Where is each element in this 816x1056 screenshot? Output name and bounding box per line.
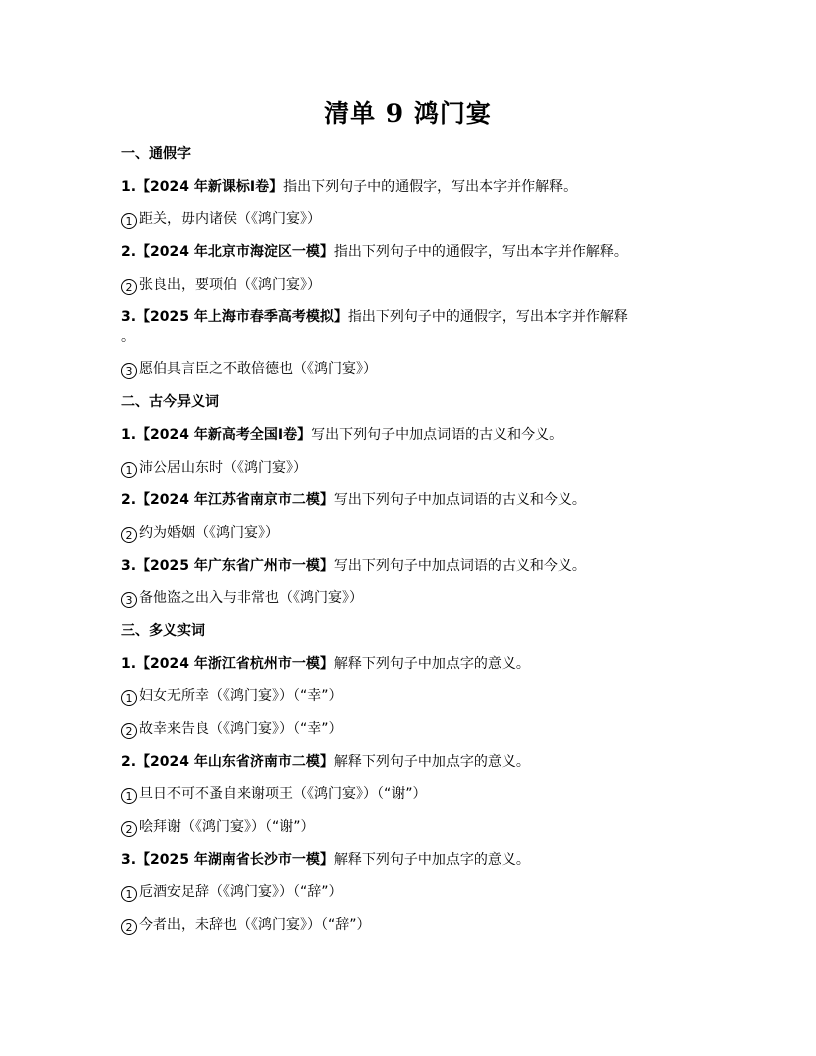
question-line (121, 490, 701, 523)
question-prompt: 解释下列句子中加点字的意义。 (333, 851, 530, 868)
circled-number: 1 (121, 886, 137, 902)
question-line (121, 242, 701, 275)
question-number: 3. (121, 851, 137, 868)
question-line (121, 307, 701, 327)
question-prompt: 指出下列句子中的通假字，写出本字并作解释 (347, 309, 628, 326)
sentence-text: 沛公居山东时（《鸿门宴》） (139, 459, 307, 476)
question-number: 1. (121, 426, 137, 443)
example-sentence (121, 275, 701, 308)
example-sentence (121, 719, 701, 752)
section-heading: 三、多义实词 (121, 622, 205, 639)
question-prompt: 指出下列句子中的通假字，写出本字并作解释。 (283, 178, 578, 195)
sentence-text: 距关，毋内诸侯（《鸿门宴》） (139, 211, 321, 228)
question-source: 【2024 年江苏省南京市二模】 (136, 492, 334, 509)
question-number: 2. (121, 753, 137, 770)
question-number: 3. (121, 309, 137, 326)
circled-number: 2 (121, 723, 137, 739)
example-sentence (121, 209, 701, 242)
sentence-text: 卮酒安足辞（《鸿门宴》）（“辞”） (139, 884, 343, 901)
circled-number: 1 (121, 462, 137, 478)
question-source: 【2025 年广东省广州市一模】 (136, 557, 334, 574)
question-prompt: 指出下列句子中的通假字，写出本字并作解释。 (333, 244, 628, 261)
sentence-text: 约为婚姻（《鸿门宴》） (139, 524, 279, 541)
example-sentence (121, 817, 701, 850)
question-number: 2. (121, 244, 137, 261)
question-prompt: 写出下列句子中加点词语的古义和今义。 (311, 426, 564, 443)
circled-number: 2 (121, 279, 137, 295)
example-sentence (121, 784, 701, 817)
question-prompt: 解释下列句子中加点字的意义。 (333, 753, 530, 770)
example-sentence (121, 686, 701, 719)
question-source: 【2024 年新课标Ⅰ卷】 (136, 178, 284, 195)
question-line (121, 425, 701, 458)
question-prompt: 写出下列句子中加点词语的古义和今义。 (333, 557, 586, 574)
question-number: 1. (121, 655, 137, 672)
sentence-text: 今者出，未辞也（《鸿门宴》）（“辞”） (139, 917, 371, 934)
section-heading: 二、古今异义词 (121, 394, 219, 411)
circled-number: 1 (121, 213, 137, 229)
circled-number: 2 (121, 527, 137, 543)
example-sentence (121, 458, 701, 491)
document-body (121, 144, 701, 948)
question-line (121, 752, 701, 785)
example-sentence (121, 523, 701, 556)
page-title: 清单 9 鸿门宴 (324, 99, 492, 128)
sentence-text: 愿伯具言臣之不敢倍德也（《鸿门宴》） (139, 361, 377, 378)
question-source: 【2024 年山东省济南市二模】 (136, 753, 334, 770)
sentence-text: 哙拜谢（《鸿门宴》）（“谢”） (139, 819, 315, 836)
question-number: 3. (121, 557, 137, 574)
question-source: 【2025 年上海市春季高考模拟】 (136, 309, 348, 326)
circled-number: 1 (121, 690, 137, 706)
sentence-text: 妇女无所幸（《鸿门宴》）（“幸”） (139, 688, 343, 705)
sentence-text: 故幸来告良（《鸿门宴》）（“幸”） (139, 721, 343, 737)
question-source: 【2024 年浙江省杭州市一模】 (136, 655, 334, 672)
question-line (121, 556, 701, 589)
question-source: 【2024 年新高考全国Ⅰ卷】 (136, 426, 312, 443)
question-number: 2. (121, 492, 137, 509)
question-line (121, 850, 701, 883)
question-prompt-tail: 。 (121, 329, 135, 346)
question-line (121, 654, 701, 687)
question-prompt: 写出下列句子中加点词语的古义和今义。 (333, 492, 586, 509)
question-line (121, 177, 701, 210)
circled-number: 3 (121, 363, 137, 379)
example-sentence (121, 588, 701, 621)
circled-number: 2 (121, 919, 137, 935)
circled-number: 2 (121, 821, 137, 837)
question-line-tail (121, 327, 701, 359)
example-sentence (121, 359, 701, 392)
question-number: 1. (121, 178, 137, 195)
question-source: 【2025 年湖南省长沙市一模】 (136, 851, 334, 868)
sentence-text: 备他盗之出入与非常也（《鸿门宴》） (139, 590, 363, 607)
circled-number: 1 (121, 788, 137, 804)
example-sentence (121, 882, 701, 915)
sentence-text: 旦日不可不蚤自来谢项王（《鸿门宴》）（“谢”） (139, 786, 427, 803)
sentence-text: 张良出，要项伯（《鸿门宴》） (139, 276, 321, 293)
section-heading: 一、通假字 (121, 146, 191, 162)
circled-number: 3 (121, 592, 137, 608)
question-source: 【2024 年北京市海淀区一模】 (136, 244, 334, 261)
example-sentence (121, 915, 701, 948)
question-prompt: 解释下列句子中加点字的意义。 (333, 655, 530, 672)
